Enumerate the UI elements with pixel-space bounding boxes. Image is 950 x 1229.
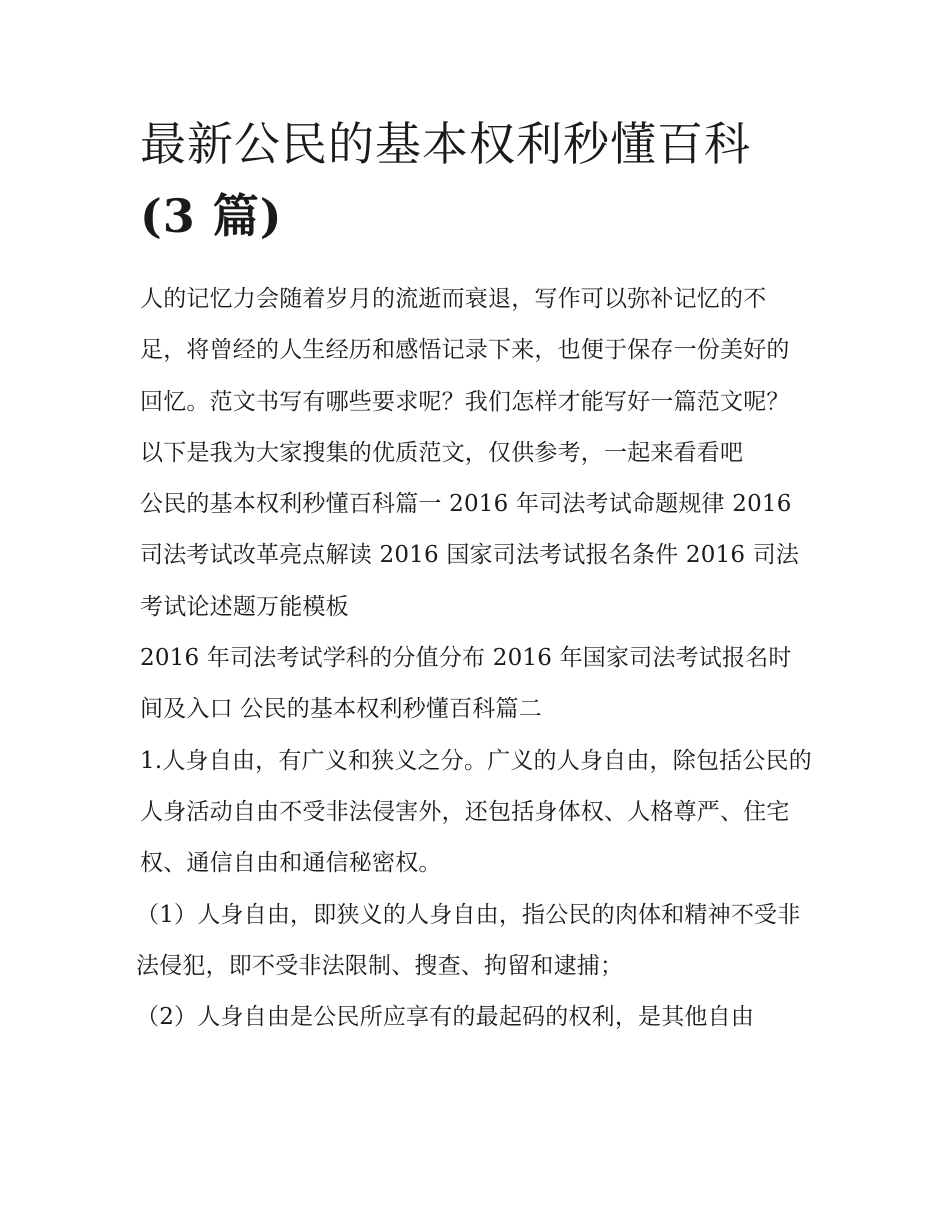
title-main: 最新公民的基本权利秒懂百科 [140,117,751,171]
point-two-paragraph: （2）人身自由是公民所应享有的最起码的权利，是其他自由 [136,1004,755,1031]
document-body [136,108,812,1043]
article-one-paragraph: 公民的基本权利秒懂百科篇一 2016 年司法考试命题规律 2016 司法考试改革亮点解读 2016 国家司法考试报名条件 2016 司法考试论述题万能模板 [140,491,800,620]
point-one-paragraph: （1）人身自由，即狭义的人身自由，指公民的肉体和精神不受非法侵犯，即不受非法限制、搜查、拘留和逮捕； [136,901,801,979]
title-count: (3 篇) [140,189,283,243]
intro-paragraph: 人的记忆力会随着岁月的流逝而衰退，写作可以弥补记忆的不足，将曾经的人生经历和感悟记录下来，也便于保存一份美好的回忆。范文书写有哪些要求呢？我们怎样才能写好一篇范文呢？以下是我为大家搜集的优质范文，仅供参考，一起来看看吧 [140,286,790,466]
article-two-paragraph: 2016 年司法考试学科的分值分布 2016 年国家司法考试报名时间及入口 公民的基本权利秒懂百科篇二 [140,645,792,723]
personal-freedom-paragraph: 1.人身自由，有广义和狭义之分。广义的人身自由，除包括公民的人身活动自由不受非法侵害外，还包括身体权、人格尊严、住宅权、通信自由和通信秘密权。 [140,747,812,877]
document-title [140,108,812,252]
